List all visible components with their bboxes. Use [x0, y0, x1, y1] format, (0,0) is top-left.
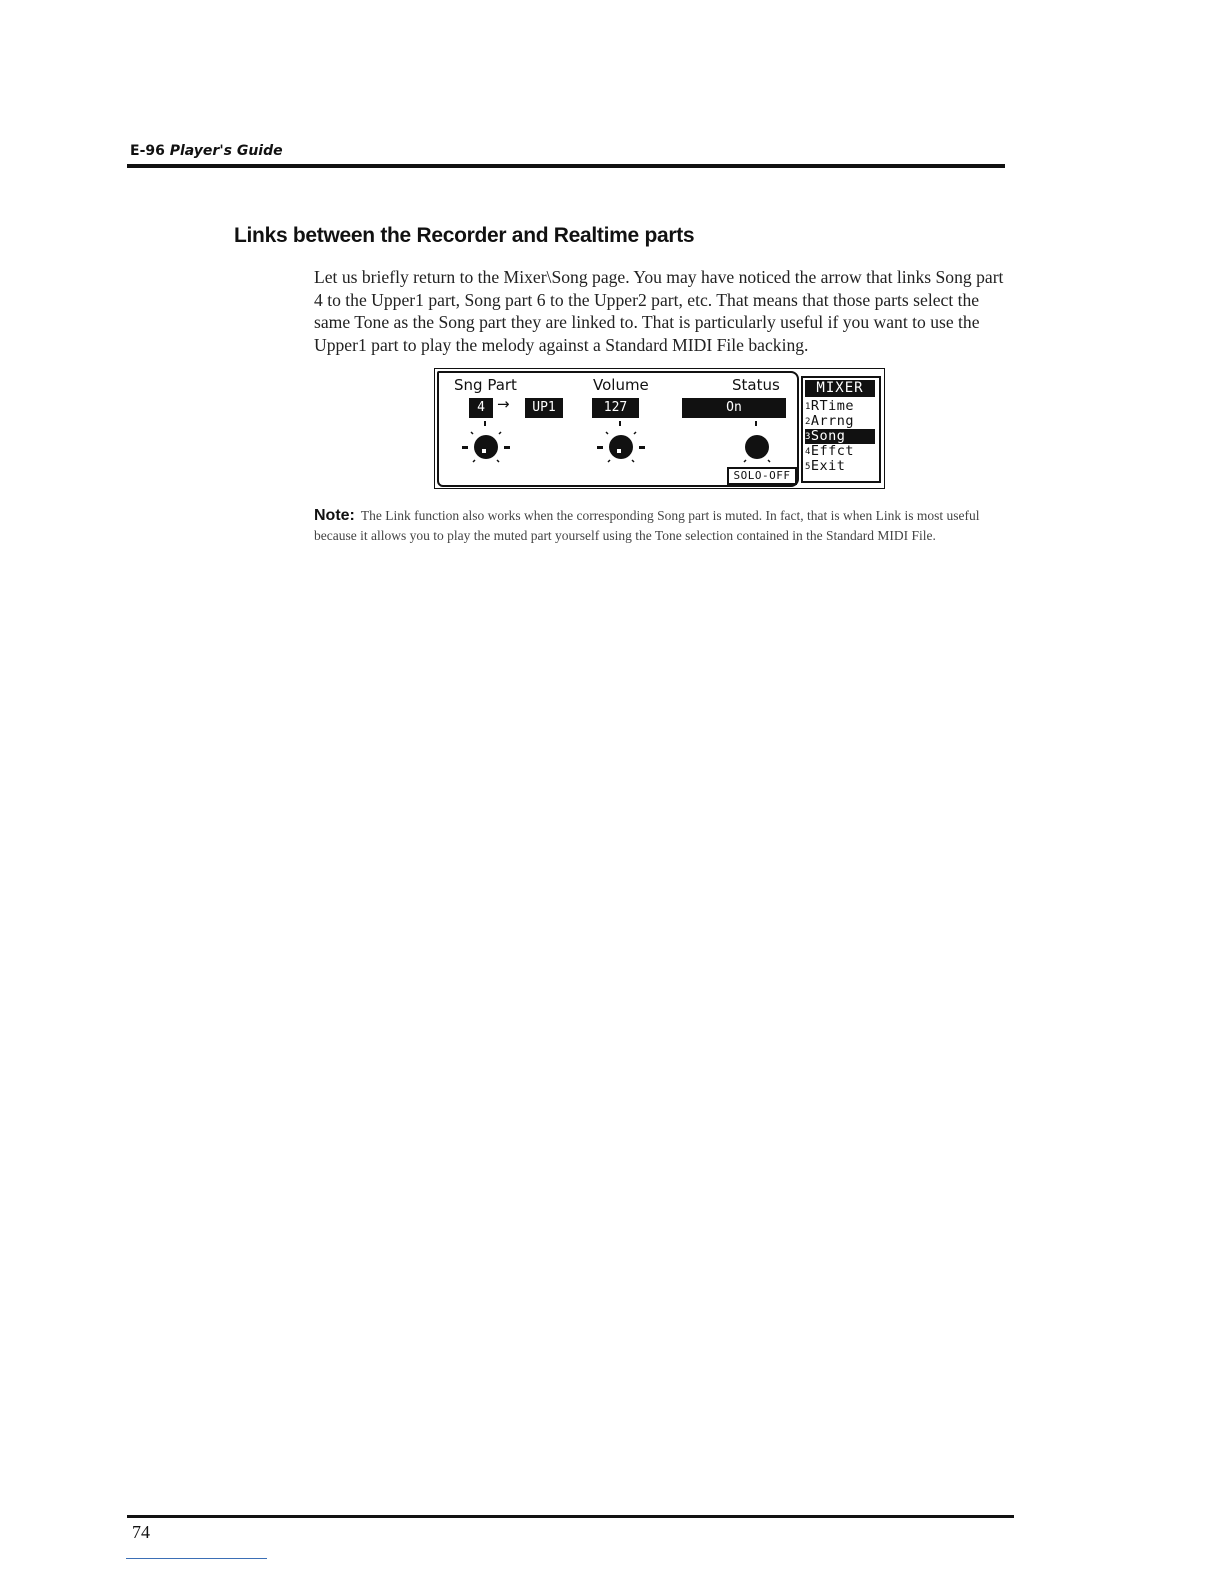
song-part-label: Sng Part	[454, 376, 517, 394]
song-part-knob-icon[interactable]	[461, 427, 511, 467]
status-value[interactable]: On	[682, 398, 786, 418]
footer-rule	[127, 1515, 1014, 1518]
menu-item-rtime[interactable]: 1RTime	[805, 398, 855, 414]
volume-label: Volume	[593, 376, 649, 394]
status-knob-icon[interactable]	[732, 427, 782, 467]
linked-part-value[interactable]: UP1	[525, 398, 563, 418]
menu-title: MIXER	[805, 380, 875, 397]
page-number: 74	[132, 1522, 150, 1542]
note-paragraph	[314, 506, 1006, 545]
volume-knob-icon[interactable]	[596, 427, 646, 467]
footer-underline	[126, 1558, 267, 1559]
header-model: E-96	[130, 143, 165, 159]
lcd-screenshot	[434, 368, 885, 489]
knob-tick	[619, 421, 621, 426]
running-header	[130, 143, 283, 159]
volume-value[interactable]: 127	[592, 398, 639, 418]
header-guide-title: Player's Guide	[169, 143, 283, 159]
menu-item-arrng[interactable]: 2Arrng	[805, 413, 855, 429]
song-part-value[interactable]: 4	[469, 398, 493, 418]
knob-tick	[755, 421, 757, 426]
menu-item-song[interactable]: 3Song	[805, 429, 875, 444]
section-heading: Links between the Recorder and Realtime parts	[234, 224, 695, 247]
menu-item-effct[interactable]: 4Effct	[805, 443, 855, 459]
note-label: Note:	[314, 507, 355, 524]
menu-item-exit[interactable]: 5Exit	[805, 458, 846, 474]
link-arrow-icon: →	[497, 395, 510, 413]
knob-tick	[484, 421, 486, 426]
lcd-mixer-panel	[437, 371, 799, 487]
body-paragraph: Let us briefly return to the Mixer\Song page. You may have noticed the arrow that links Song part 4 to the Upper1 part, Song part 6 to the Upper2 part, etc. That means that those parts select the same Tone as the Song part they are linked to. That is particularly useful if you want to use the Upper1 part to play the melody against a Standard MIDI File backing.	[314, 267, 1004, 355]
mixer-menu	[801, 376, 881, 483]
note-text: The Link function also works when the corresponding Song part is muted. In fact, that is when Link is most useful because it allows you to play the muted part yourself using the Tone selection contained in the Standard MIDI File.	[314, 508, 980, 543]
header-rule	[127, 164, 1005, 168]
solo-off-button[interactable]: SOLO-OFF	[727, 467, 797, 485]
status-label: Status	[732, 376, 780, 394]
